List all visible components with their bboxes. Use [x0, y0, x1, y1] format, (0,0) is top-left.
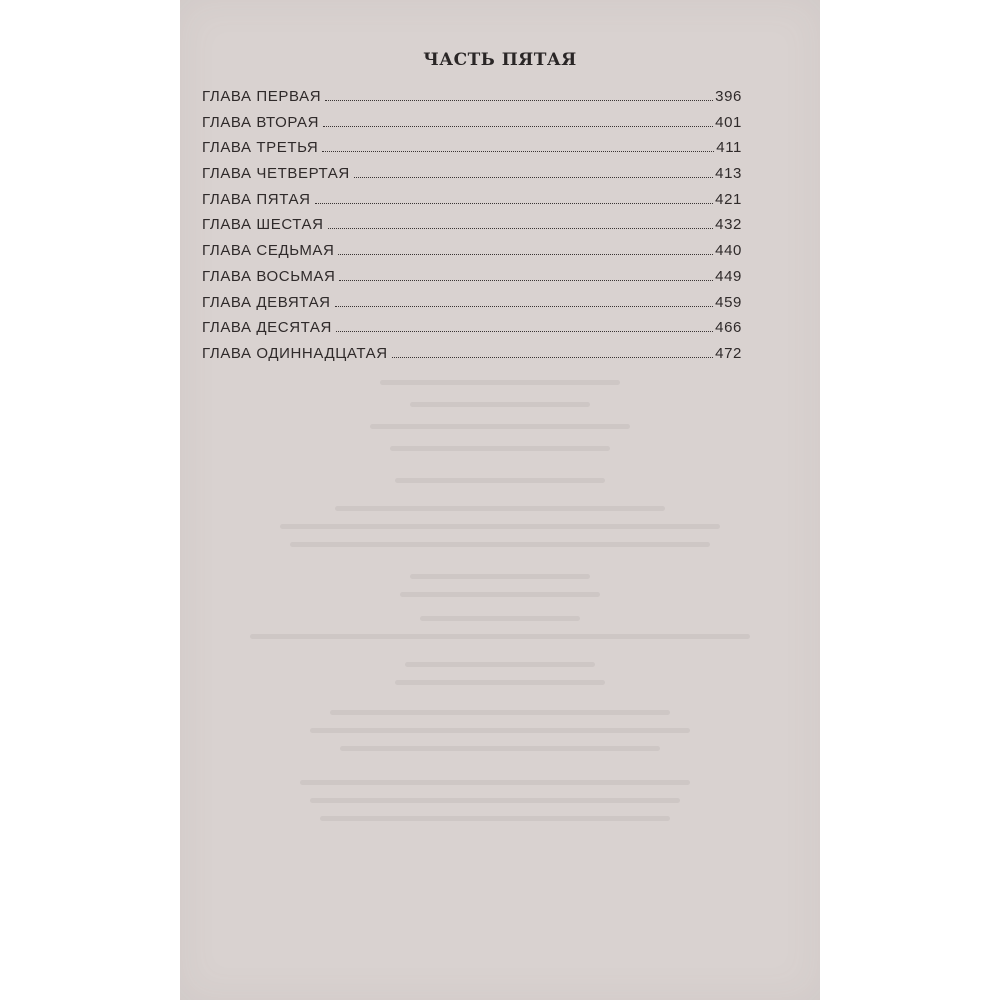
table-of-contents: [202, 88, 742, 371]
dot-leader: [325, 99, 713, 101]
page-number: 432: [715, 216, 742, 234]
toc-entry: [202, 165, 742, 191]
page-number: 449: [715, 267, 742, 285]
dot-leader: [354, 176, 713, 178]
chapter-title: ГЛАВА ШЕСТАЯ: [202, 216, 324, 234]
book-page: [180, 0, 820, 1000]
chapter-title: ГЛАВА ОДИННАДЦАТАЯ: [202, 344, 388, 362]
toc-entry: [202, 242, 742, 268]
toc-entry: [202, 216, 742, 242]
part-title: ЧАСТЬ ПЯТАЯ: [423, 50, 577, 70]
chapter-title: ГЛАВА СЕДЬМАЯ: [202, 242, 335, 260]
dot-leader: [323, 125, 713, 127]
bleed-through-text: [180, 380, 820, 840]
chapter-title: ГЛАВА ДЕВЯТАЯ: [202, 293, 331, 311]
chapter-title: ГЛАВА ВТОРАЯ: [202, 113, 320, 131]
dot-leader: [315, 202, 714, 204]
toc-entry: [202, 114, 742, 140]
dot-leader: [335, 305, 714, 307]
page-number: 396: [715, 88, 742, 105]
chapter-title: ГЛАВА ТРЕТЬЯ: [202, 139, 319, 157]
dot-leader: [339, 279, 713, 281]
page-number: 466: [715, 319, 742, 337]
chapter-title: ГЛАВА ПЕРВАЯ: [202, 88, 322, 105]
dot-leader: [322, 150, 714, 152]
page-number: 401: [715, 113, 742, 131]
chapter-title: ГЛАВА ПЯТАЯ: [202, 190, 311, 208]
toc-entry: [202, 191, 742, 217]
dot-leader: [338, 253, 713, 255]
toc-entry: [202, 294, 742, 320]
page-number: 413: [715, 165, 742, 183]
page-number: 421: [715, 190, 742, 208]
chapter-title: ГЛАВА ЧЕТВЕРТАЯ: [202, 165, 350, 183]
chapter-title: ГЛАВА ВОСЬМАЯ: [202, 267, 336, 285]
page-number: 472: [715, 344, 742, 362]
toc-entry: [202, 319, 742, 345]
page-number: 459: [715, 293, 742, 311]
dot-leader: [392, 356, 714, 358]
dot-leader: [328, 227, 714, 229]
chapter-title: ГЛАВА ДЕСЯТАЯ: [202, 319, 332, 337]
toc-entry: [202, 139, 742, 165]
toc-entry: [202, 88, 742, 114]
toc-entry: [202, 345, 742, 371]
page-number: 411: [716, 139, 742, 157]
toc-entry: [202, 268, 742, 294]
dot-leader: [336, 330, 713, 332]
page-number: 440: [715, 242, 742, 260]
